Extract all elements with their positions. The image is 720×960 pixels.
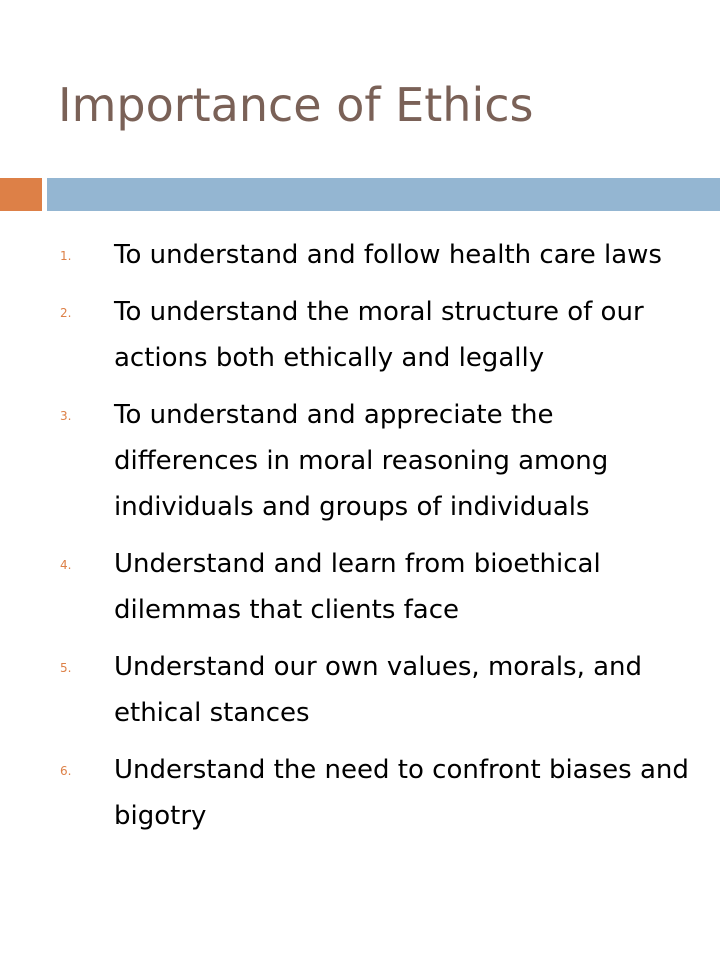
list-item-text: Understand the need to confront biases and bigotry [114, 755, 689, 831]
list-item-text: Understand our own values, morals, and ethical stances [114, 652, 643, 728]
list-item-number: 1. [60, 249, 72, 263]
accent-bar-blue [47, 178, 720, 211]
list-item-text: To understand and appreciate the differences in moral reasoning among individuals and groups of individuals [114, 400, 609, 522]
list-item [0, 747, 720, 839]
list-item-number: 6. [60, 764, 72, 778]
list-item-number: 2. [60, 306, 72, 320]
list-item [0, 541, 720, 633]
list-item-text: To understand and follow health care laws [114, 240, 662, 270]
list-item-number: 5. [60, 661, 72, 675]
list-item [0, 392, 720, 530]
list-item [0, 289, 720, 381]
list-item-text: Understand and learn from bioethical dilemmas that clients face [114, 549, 601, 625]
list-item-number: 4. [60, 558, 72, 572]
list-item-number: 3. [60, 409, 72, 423]
list-item-text: To understand the moral structure of our actions both ethically and legally [114, 297, 644, 373]
list-item [0, 644, 720, 736]
bullet-list [0, 232, 720, 850]
list-item [0, 232, 720, 278]
slide-title: Importance of Ethics [58, 78, 534, 132]
accent-bar-orange [0, 178, 42, 211]
